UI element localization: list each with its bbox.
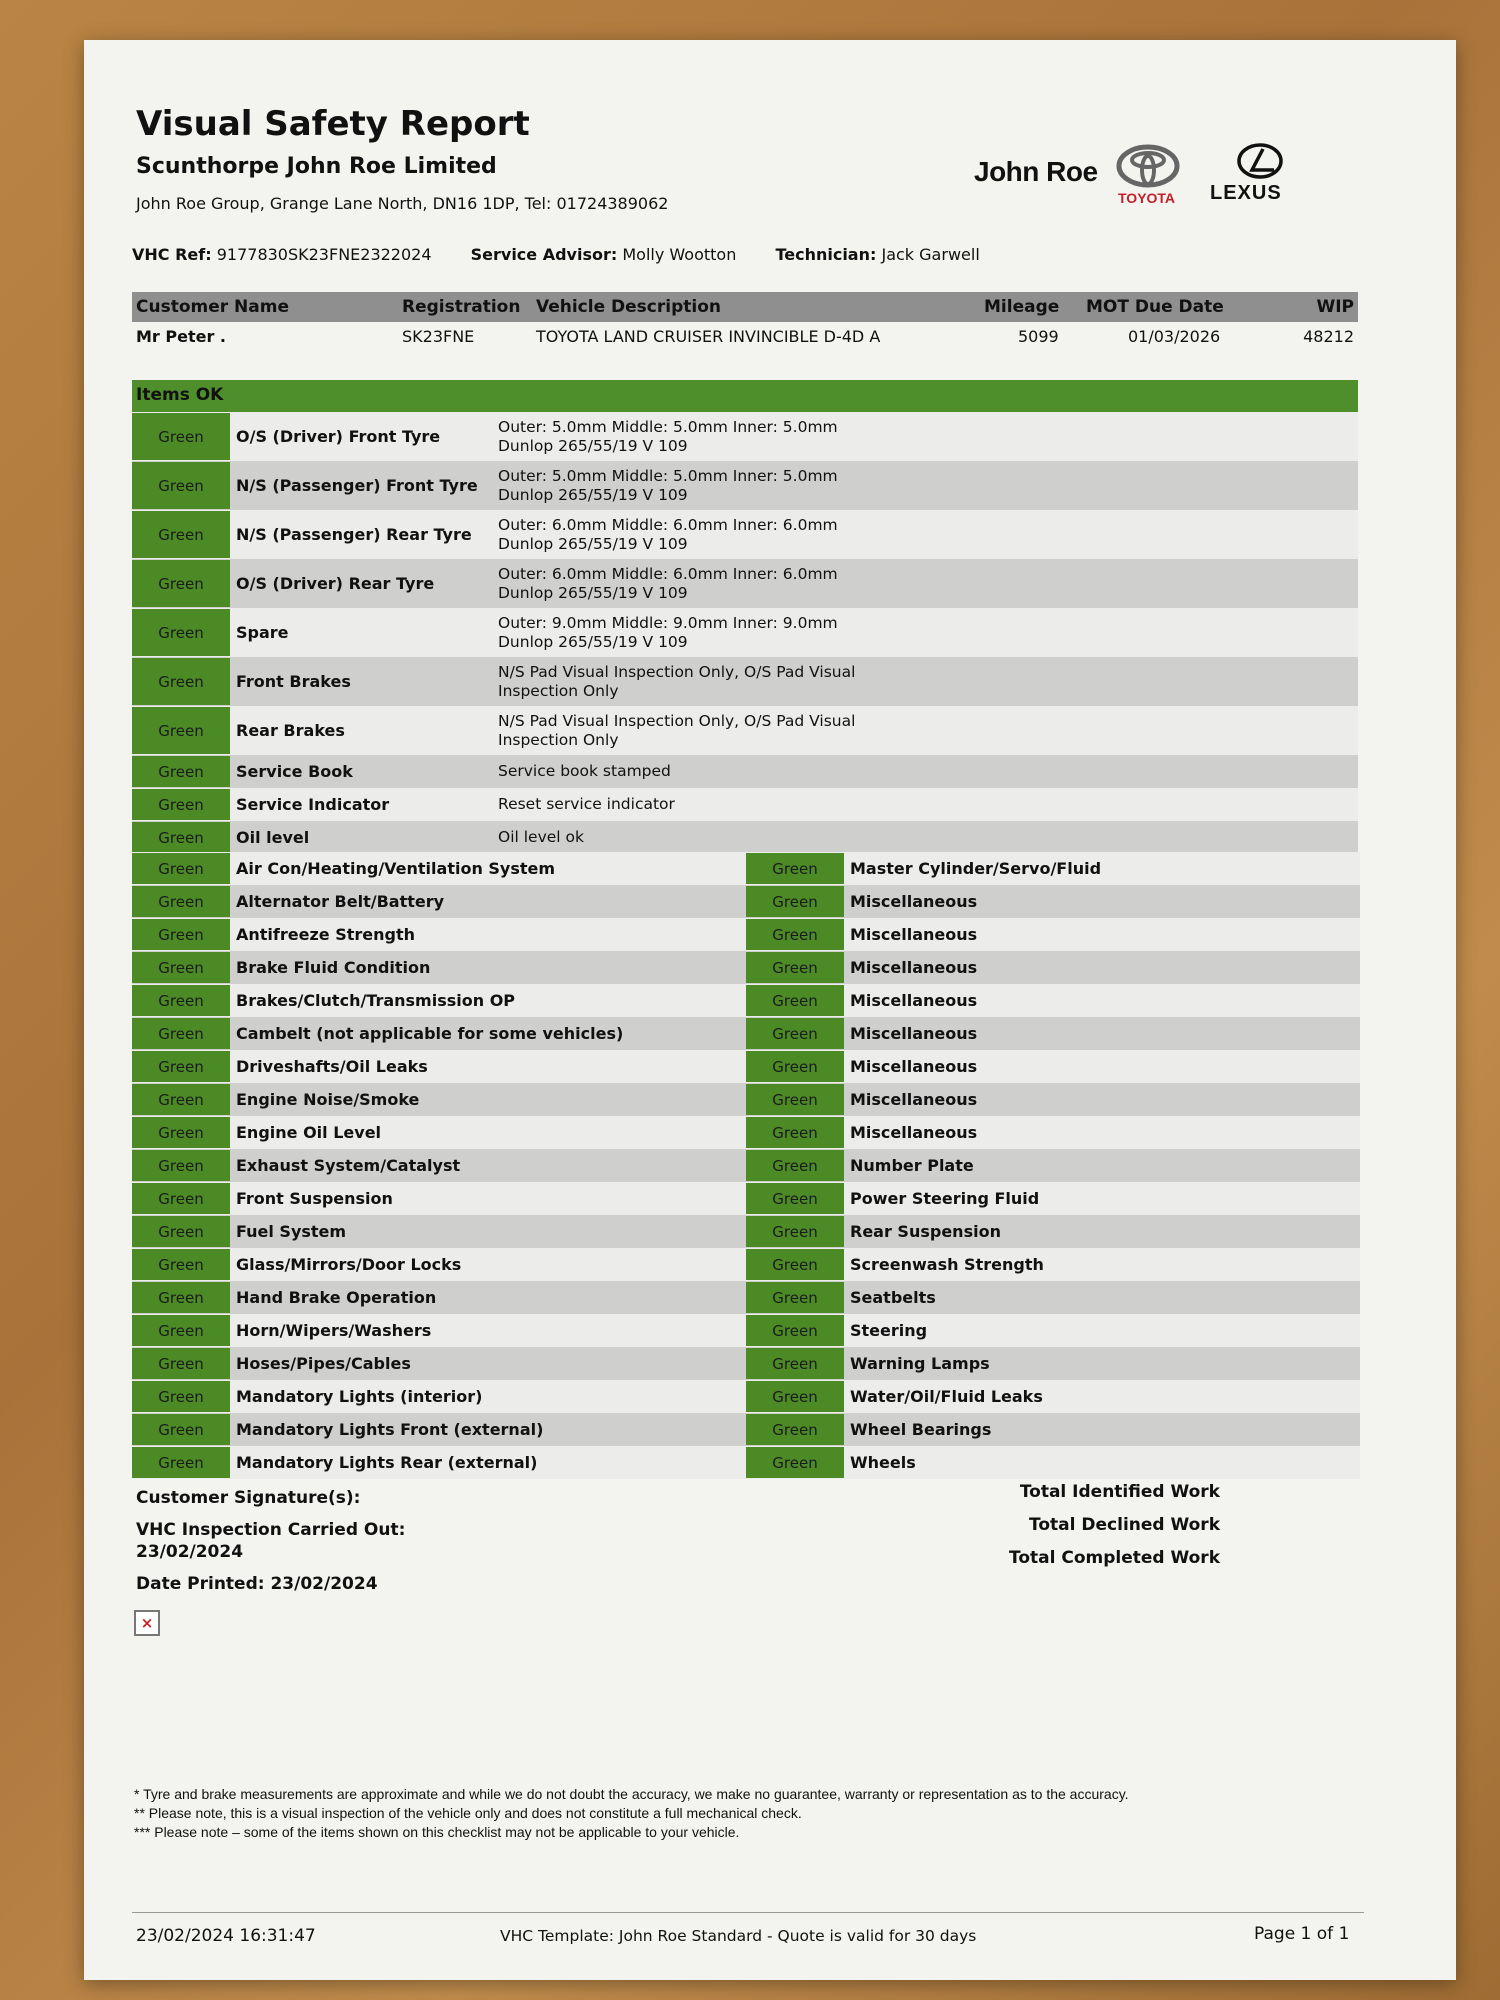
- checklist-row: [132, 951, 1360, 984]
- checklist-row: [132, 1314, 1360, 1347]
- check-item-left: Front Suspension: [236, 1189, 393, 1208]
- status-badge: Green: [132, 560, 230, 607]
- technician-value: Jack Garwell: [881, 245, 980, 264]
- item-detail-line1: Reset service indicator: [498, 795, 675, 813]
- john-roe-logo: John Roe: [974, 156, 1098, 187]
- items-ok-label: Items OK: [136, 385, 224, 405]
- item-detail: [498, 559, 918, 608]
- status-badge: Green: [746, 1447, 844, 1478]
- item-name: Spare: [236, 623, 289, 642]
- status-badge: Green: [746, 1117, 844, 1148]
- toyota-logo-text: TOYOTA: [1118, 190, 1176, 206]
- lexus-emblem-icon: [1236, 142, 1284, 180]
- checklist-row: [132, 1050, 1360, 1083]
- check-item-right: Wheels: [850, 1453, 916, 1472]
- status-badge: Green: [132, 1348, 230, 1379]
- status-badge: Green: [132, 1216, 230, 1247]
- col-registration: Registration: [402, 297, 521, 317]
- check-item-left: Brake Fluid Condition: [236, 958, 431, 977]
- check-item-left: Exhaust System/Catalyst: [236, 1156, 461, 1175]
- check-item-right: Miscellaneous: [850, 892, 978, 911]
- status-badge: Green: [132, 1414, 230, 1445]
- report-page: [84, 40, 1456, 1980]
- date-printed: Date Printed: 23/02/2024: [136, 1574, 378, 1594]
- check-item-left: Antifreeze Strength: [236, 925, 415, 944]
- check-item-right: Warning Lamps: [850, 1354, 990, 1373]
- status-badge: Green: [132, 1249, 230, 1280]
- status-badge: Green: [132, 1282, 230, 1313]
- status-badge: Green: [132, 1117, 230, 1148]
- checkbox-icon[interactable]: ×: [134, 1610, 160, 1636]
- item-detail-line1: Outer: 9.0mm Middle: 9.0mm Inner: 9.0mm: [498, 613, 838, 632]
- status-badge: Green: [746, 1183, 844, 1214]
- item-name: N/S (Passenger) Front Tyre: [236, 476, 478, 495]
- vehicle-description: TOYOTA LAND CRUISER INVINCIBLE D-4D A: [536, 327, 881, 346]
- checklist-row: [132, 1182, 1360, 1215]
- check-item-right: Seatbelts: [850, 1288, 936, 1307]
- customer-signature-label: Customer Signature(s):: [136, 1488, 361, 1508]
- total-completed-work: Total Completed Work: [1008, 1548, 1220, 1568]
- checklist-row: [132, 1116, 1360, 1149]
- item-detail-line1: Service book stamped: [498, 762, 671, 780]
- vhc-ref-label: VHC Ref:: [132, 245, 212, 264]
- checklist-row: [132, 1281, 1360, 1314]
- item-detail-line2: Dunlop 265/55/19 V 109: [498, 632, 688, 651]
- status-badge: Green: [132, 462, 230, 509]
- status-badge: Green: [746, 1249, 844, 1280]
- checklist-row: [132, 1380, 1360, 1413]
- item-detail-line2: Dunlop 265/55/19 V 109: [498, 534, 688, 553]
- status-badge: Green: [746, 1051, 844, 1082]
- detail-row: [132, 706, 1358, 755]
- check-item-right: Miscellaneous: [850, 925, 978, 944]
- col-mot-due-date: MOT Due Date: [1086, 297, 1224, 317]
- service-advisor-label: Service Advisor:: [470, 245, 618, 264]
- checklist-row: [132, 1215, 1360, 1248]
- status-badge: Green: [746, 1150, 844, 1181]
- technician-label: Technician:: [775, 245, 877, 264]
- check-item-left: Engine Oil Level: [236, 1123, 382, 1142]
- item-detail-line1: N/S Pad Visual Inspection Only, O/S Pad Visual: [498, 711, 856, 730]
- footer-divider: [132, 1912, 1364, 1913]
- status-badge: Green: [132, 952, 230, 983]
- footnotes: [134, 1785, 1129, 1842]
- status-badge: Green: [746, 919, 844, 950]
- total-declined-work: Total Declined Work: [1029, 1515, 1220, 1535]
- check-item-left: Cambelt (not applicable for some vehicles): [236, 1024, 624, 1043]
- checklist-row: [132, 1413, 1360, 1446]
- item-name: Oil level: [236, 828, 310, 847]
- item-detail: [498, 510, 918, 559]
- customer-name: Mr Peter .: [136, 327, 226, 346]
- item-detail: [498, 788, 918, 821]
- check-item-right: Steering: [850, 1321, 928, 1340]
- toyota-emblem-icon: [1116, 144, 1180, 188]
- item-detail: [498, 821, 918, 854]
- item-detail: [498, 461, 918, 510]
- check-item-left: Hoses/Pipes/Cables: [236, 1354, 411, 1373]
- customer-table-header: [132, 292, 1358, 322]
- mot-due-date: 01/03/2026: [1128, 327, 1221, 346]
- check-item-left: Hand Brake Operation: [236, 1288, 437, 1307]
- status-badge: Green: [132, 919, 230, 950]
- item-detail-line1: Outer: 6.0mm Middle: 6.0mm Inner: 6.0mm: [498, 515, 838, 534]
- check-item-right: Master Cylinder/Servo/Fluid: [850, 859, 1102, 878]
- footer-timestamp: 23/02/2024 16:31:47: [136, 1926, 316, 1946]
- company-name: Scunthorpe John Roe Limited: [136, 154, 497, 179]
- col-mileage: Mileage: [984, 297, 1060, 317]
- check-item-left: Horn/Wipers/Washers: [236, 1321, 432, 1340]
- col-customer-name: Customer Name: [136, 297, 289, 317]
- status-badge: Green: [132, 822, 230, 853]
- status-badge: Green: [746, 1348, 844, 1379]
- footnote: ** Please note, this is a visual inspection of the vehicle only and does not constitute a full mechanical check.: [134, 1805, 802, 1821]
- wip: 48212: [1303, 327, 1354, 346]
- status-badge: Green: [746, 1084, 844, 1115]
- status-badge: Green: [132, 1183, 230, 1214]
- check-item-right: Wheel Bearings: [850, 1420, 992, 1439]
- item-detail-line1: N/S Pad Visual Inspection Only, O/S Pad Visual: [498, 662, 856, 681]
- checklist-row: [132, 984, 1360, 1017]
- footnote: * Tyre and brake measurements are approximate and while we do not doubt the accuracy, we make no guarantee, warranty or representation as to the accuracy.: [134, 1786, 1129, 1802]
- status-badge: Green: [746, 886, 844, 917]
- check-item-left: Mandatory Lights (interior): [236, 1387, 483, 1406]
- customer-table-row: [132, 322, 1358, 352]
- item-detail-line1: Outer: 5.0mm Middle: 5.0mm Inner: 5.0mm: [498, 466, 838, 485]
- company-address: John Roe Group, Grange Lane North, DN16 1DP, Tel: 01724389062: [136, 194, 669, 213]
- item-name: Service Indicator: [236, 795, 390, 814]
- detail-row: [132, 559, 1358, 608]
- items-ok-bar: [132, 380, 1358, 412]
- status-badge: Green: [746, 985, 844, 1016]
- checklist-row: [132, 918, 1360, 951]
- service-advisor-value: Molly Wootton: [622, 245, 737, 264]
- item-detail-line2: Inspection Only: [498, 730, 619, 749]
- check-item-right: Water/Oil/Fluid Leaks: [850, 1387, 1043, 1406]
- checklist-row: [132, 1017, 1360, 1050]
- item-detail-line1: Oil level ok: [498, 828, 584, 846]
- status-badge: Green: [132, 1315, 230, 1346]
- mileage: 5099: [1018, 327, 1059, 346]
- check-item-left: Brakes/Clutch/Transmission OP: [236, 991, 516, 1010]
- check-item-left: Alternator Belt/Battery: [236, 892, 445, 911]
- brand-logos: [974, 142, 1374, 212]
- footnote: *** Please note – some of the items shown on this checklist may not be applicable to your vehicle.: [134, 1824, 740, 1840]
- status-badge: Green: [132, 707, 230, 754]
- item-detail-line1: Outer: 6.0mm Middle: 6.0mm Inner: 6.0mm: [498, 564, 838, 583]
- status-badge: Green: [132, 1051, 230, 1082]
- item-name: Rear Brakes: [236, 721, 345, 740]
- item-detail-line2: Dunlop 265/55/19 V 109: [498, 583, 688, 602]
- inspection-date: 23/02/2024: [136, 1542, 244, 1562]
- check-item-right: Miscellaneous: [850, 958, 978, 977]
- check-item-right: Rear Suspension: [850, 1222, 1001, 1241]
- status-badge: Green: [132, 789, 230, 820]
- status-badge: Green: [746, 952, 844, 983]
- check-item-right: Screenwash Strength: [850, 1255, 1044, 1274]
- detail-row: [132, 821, 1358, 854]
- item-detail: [498, 657, 918, 706]
- detail-row: [132, 608, 1358, 657]
- item-detail: [498, 412, 918, 461]
- checklist-row: [132, 1083, 1360, 1116]
- total-identified-work: Total Identified Work: [1019, 1482, 1220, 1502]
- item-detail-line2: Inspection Only: [498, 681, 619, 700]
- status-badge: Green: [132, 1150, 230, 1181]
- status-badge: Green: [132, 658, 230, 705]
- status-badge: Green: [746, 1414, 844, 1445]
- check-item-left: Glass/Mirrors/Door Locks: [236, 1255, 462, 1274]
- check-item-right: Miscellaneous: [850, 1123, 978, 1142]
- status-badge: Green: [132, 1447, 230, 1478]
- detail-row: [132, 461, 1358, 510]
- status-badge: Green: [132, 756, 230, 787]
- status-badge: Green: [132, 609, 230, 656]
- item-detail: [498, 755, 918, 788]
- checklist-row: [132, 885, 1360, 918]
- status-badge: Green: [132, 413, 230, 460]
- check-item-right: Miscellaneous: [850, 1057, 978, 1076]
- item-name: Front Brakes: [236, 672, 351, 691]
- lexus-logo-text: LEXUS: [1210, 182, 1282, 204]
- footer-page-number: Page 1 of 1: [1254, 1924, 1350, 1944]
- item-detail-line1: Outer: 5.0mm Middle: 5.0mm Inner: 5.0mm: [498, 417, 838, 436]
- status-badge: Green: [132, 511, 230, 558]
- status-badge: Green: [132, 886, 230, 917]
- check-item-right: Miscellaneous: [850, 991, 978, 1010]
- status-badge: Green: [132, 1018, 230, 1049]
- checklist-row: [132, 852, 1360, 885]
- vhc-ref-value: 9177830SK23FNE2322024: [216, 245, 432, 264]
- status-badge: Green: [132, 985, 230, 1016]
- check-item-left: Air Con/Heating/Ventilation System: [236, 859, 556, 878]
- registration: SK23FNE: [402, 327, 475, 346]
- checklist-row: [132, 1149, 1360, 1182]
- item-detail-line2: Dunlop 265/55/19 V 109: [498, 485, 688, 504]
- item-detail: [498, 706, 918, 755]
- check-item-right: Power Steering Fluid: [850, 1189, 1040, 1208]
- reference-line: [132, 245, 1014, 264]
- detail-row: [132, 755, 1358, 788]
- status-badge: Green: [132, 853, 230, 884]
- footer-template: VHC Template: John Roe Standard - Quote is valid for 30 days: [500, 1927, 977, 1945]
- status-badge: Green: [746, 853, 844, 884]
- checklist-row: [132, 1248, 1360, 1281]
- check-item-right: Number Plate: [850, 1156, 974, 1175]
- detail-row: [132, 412, 1358, 461]
- status-badge: Green: [746, 1381, 844, 1412]
- checklist-row: [132, 1446, 1360, 1479]
- item-name: O/S (Driver) Rear Tyre: [236, 574, 435, 593]
- status-badge: Green: [132, 1381, 230, 1412]
- item-name: N/S (Passenger) Rear Tyre: [236, 525, 472, 544]
- item-name: Service Book: [236, 762, 353, 781]
- item-detail-line2: Dunlop 265/55/19 V 109: [498, 436, 688, 455]
- check-item-left: Mandatory Lights Rear (external): [236, 1453, 538, 1472]
- inspection-label: VHC Inspection Carried Out:: [136, 1520, 406, 1540]
- status-badge: Green: [746, 1282, 844, 1313]
- check-item-left: Engine Noise/Smoke: [236, 1090, 420, 1109]
- check-item-right: Miscellaneous: [850, 1090, 978, 1109]
- item-name: O/S (Driver) Front Tyre: [236, 427, 441, 446]
- item-detail: [498, 608, 918, 657]
- check-item-left: Fuel System: [236, 1222, 347, 1241]
- status-badge: Green: [746, 1315, 844, 1346]
- check-item-left: Driveshafts/Oil Leaks: [236, 1057, 428, 1076]
- status-badge: Green: [746, 1018, 844, 1049]
- col-wip: WIP: [1316, 297, 1354, 317]
- checklist-row: [132, 1347, 1360, 1380]
- status-badge: Green: [746, 1216, 844, 1247]
- detail-row: [132, 788, 1358, 821]
- check-item-left: Mandatory Lights Front (external): [236, 1420, 544, 1439]
- status-badge: Green: [132, 1084, 230, 1115]
- detail-row: [132, 657, 1358, 706]
- detail-row: [132, 510, 1358, 559]
- page-title: Visual Safety Report: [136, 104, 530, 144]
- col-vehicle-description: Vehicle Description: [536, 297, 721, 317]
- check-item-right: Miscellaneous: [850, 1024, 978, 1043]
